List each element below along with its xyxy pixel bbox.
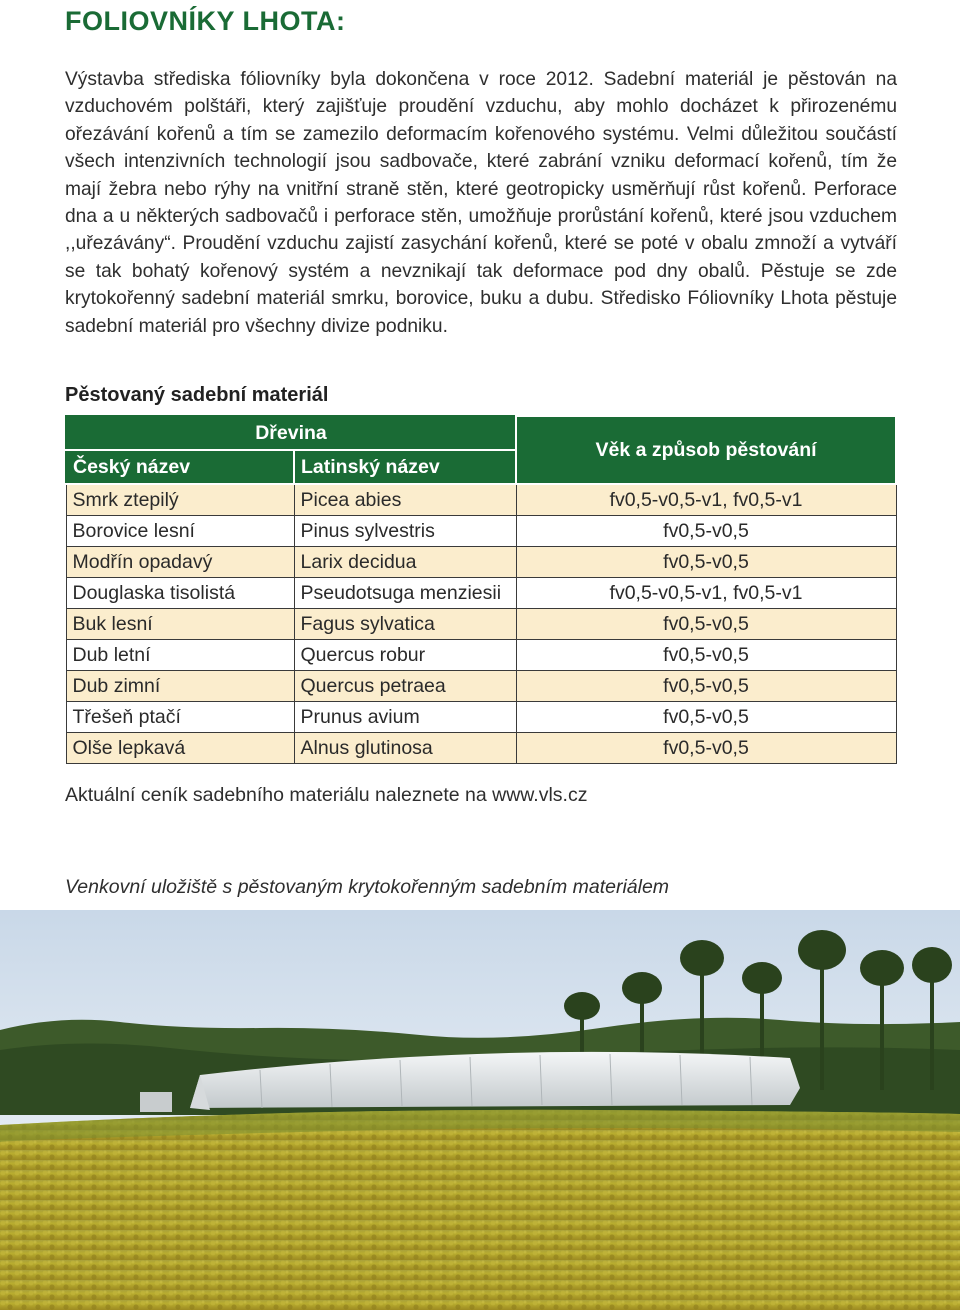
table-row: [66, 671, 896, 702]
cell-latin-name: Pinus sylvestris: [294, 516, 516, 547]
photo-caption: Venkovní uložiště s pěstovaným krytokořenným sadebním materiálem: [65, 876, 670, 898]
greenhouse-photo: [0, 910, 960, 1310]
cell-czech-name: Dub letní: [66, 640, 294, 671]
table-row: [66, 702, 896, 733]
cell-age-method: fv0,5-v0,5: [516, 733, 896, 764]
cell-age-method: fv0,5-v0,5: [516, 702, 896, 733]
cell-latin-name: Prunus avium: [294, 702, 516, 733]
cell-latin-name: Pseudotsuga menziesii: [294, 578, 516, 609]
table-row: [66, 640, 896, 671]
cell-czech-name: Douglaska tisolistá: [66, 578, 294, 609]
cell-czech-name: Smrk ztepilý: [66, 484, 294, 516]
cell-latin-name: Picea abies: [294, 484, 516, 516]
planting-material-table: [65, 415, 897, 764]
page-title: FOLIOVNÍKY LHOTA:: [65, 6, 346, 36]
cell-czech-name: Buk lesní: [66, 609, 294, 640]
price-list-note: Aktuální ceník sadebního materiálu naleznete na www.vls.cz: [65, 784, 588, 806]
header-czech-name: Český název: [66, 450, 294, 484]
header-latin-name: Latinský název: [294, 450, 516, 484]
cell-latin-name: Larix decidua: [294, 547, 516, 578]
cell-age-method: fv0,5-v0,5: [516, 547, 896, 578]
header-age-method: Věk a způsob pěstování: [516, 416, 896, 484]
table-row: [66, 484, 896, 516]
cell-czech-name: Modřín opadavý: [66, 547, 294, 578]
cell-age-method: fv0,5-v0,5: [516, 671, 896, 702]
table-body: [66, 484, 896, 764]
table-row: [66, 516, 896, 547]
cell-czech-name: Třešeň ptačí: [66, 702, 294, 733]
cell-age-method: fv0,5-v0,5: [516, 516, 896, 547]
cell-czech-name: Borovice lesní: [66, 516, 294, 547]
table-row: [66, 578, 896, 609]
intro-paragraph: Výstavba střediska fóliovníky byla dokončena v roce 2012. Sadební materiál je pěstován na vzduchovém polštáři, který zajišťuje proudění vzduchu, aby mohlo docházet k přirozenému ořezávání kořenů a tím se zamezilo deformacím kořenového systému. Velmi důležitou součástí všech intenzivních technologií jsou sadbovače, které zabrání vzniku deformací kořenů, tím že mají žebra nebo rýhy na vnitřní straně stěn, které geotropicky usměrňují růst kořenů. Perforace dna a u některých sadbovačů i perforace stěn, umožňuje prorůstání kořenů, které jsou vzduchem ,,uřezávány“. Proudění vzduchu zajistí zasychání kořenů, které se poté v obalu zmnoží a vytváří se tak bohatý kořenový systém a nevznikají tak deformace pod dny obalů. Pěstuje se zde krytokořenný sadební materiál smrku, borovice, buku a dubu. Středisko Fóliovníky Lhota pěstuje sadební materiál pro všechny divize podniku.: [65, 69, 897, 337]
cell-latin-name: Quercus petraea: [294, 671, 516, 702]
cell-age-method: fv0,5-v0,5: [516, 609, 896, 640]
cell-latin-name: Alnus glutinosa: [294, 733, 516, 764]
cell-age-method: fv0,5-v0,5: [516, 640, 896, 671]
table-row: [66, 609, 896, 640]
cell-czech-name: Dub zimní: [66, 671, 294, 702]
table-row: [66, 547, 896, 578]
table-heading: Pěstovaný sadební materiál: [65, 384, 329, 406]
header-species-group: Dřevina: [66, 416, 516, 450]
table-row: [66, 733, 896, 764]
cell-czech-name: Olše lepkavá: [66, 733, 294, 764]
cell-age-method: fv0,5-v0,5-v1, fv0,5-v1: [516, 484, 896, 516]
cell-latin-name: Fagus sylvatica: [294, 609, 516, 640]
cell-latin-name: Quercus robur: [294, 640, 516, 671]
cell-age-method: fv0,5-v0,5-v1, fv0,5-v1: [516, 578, 896, 609]
